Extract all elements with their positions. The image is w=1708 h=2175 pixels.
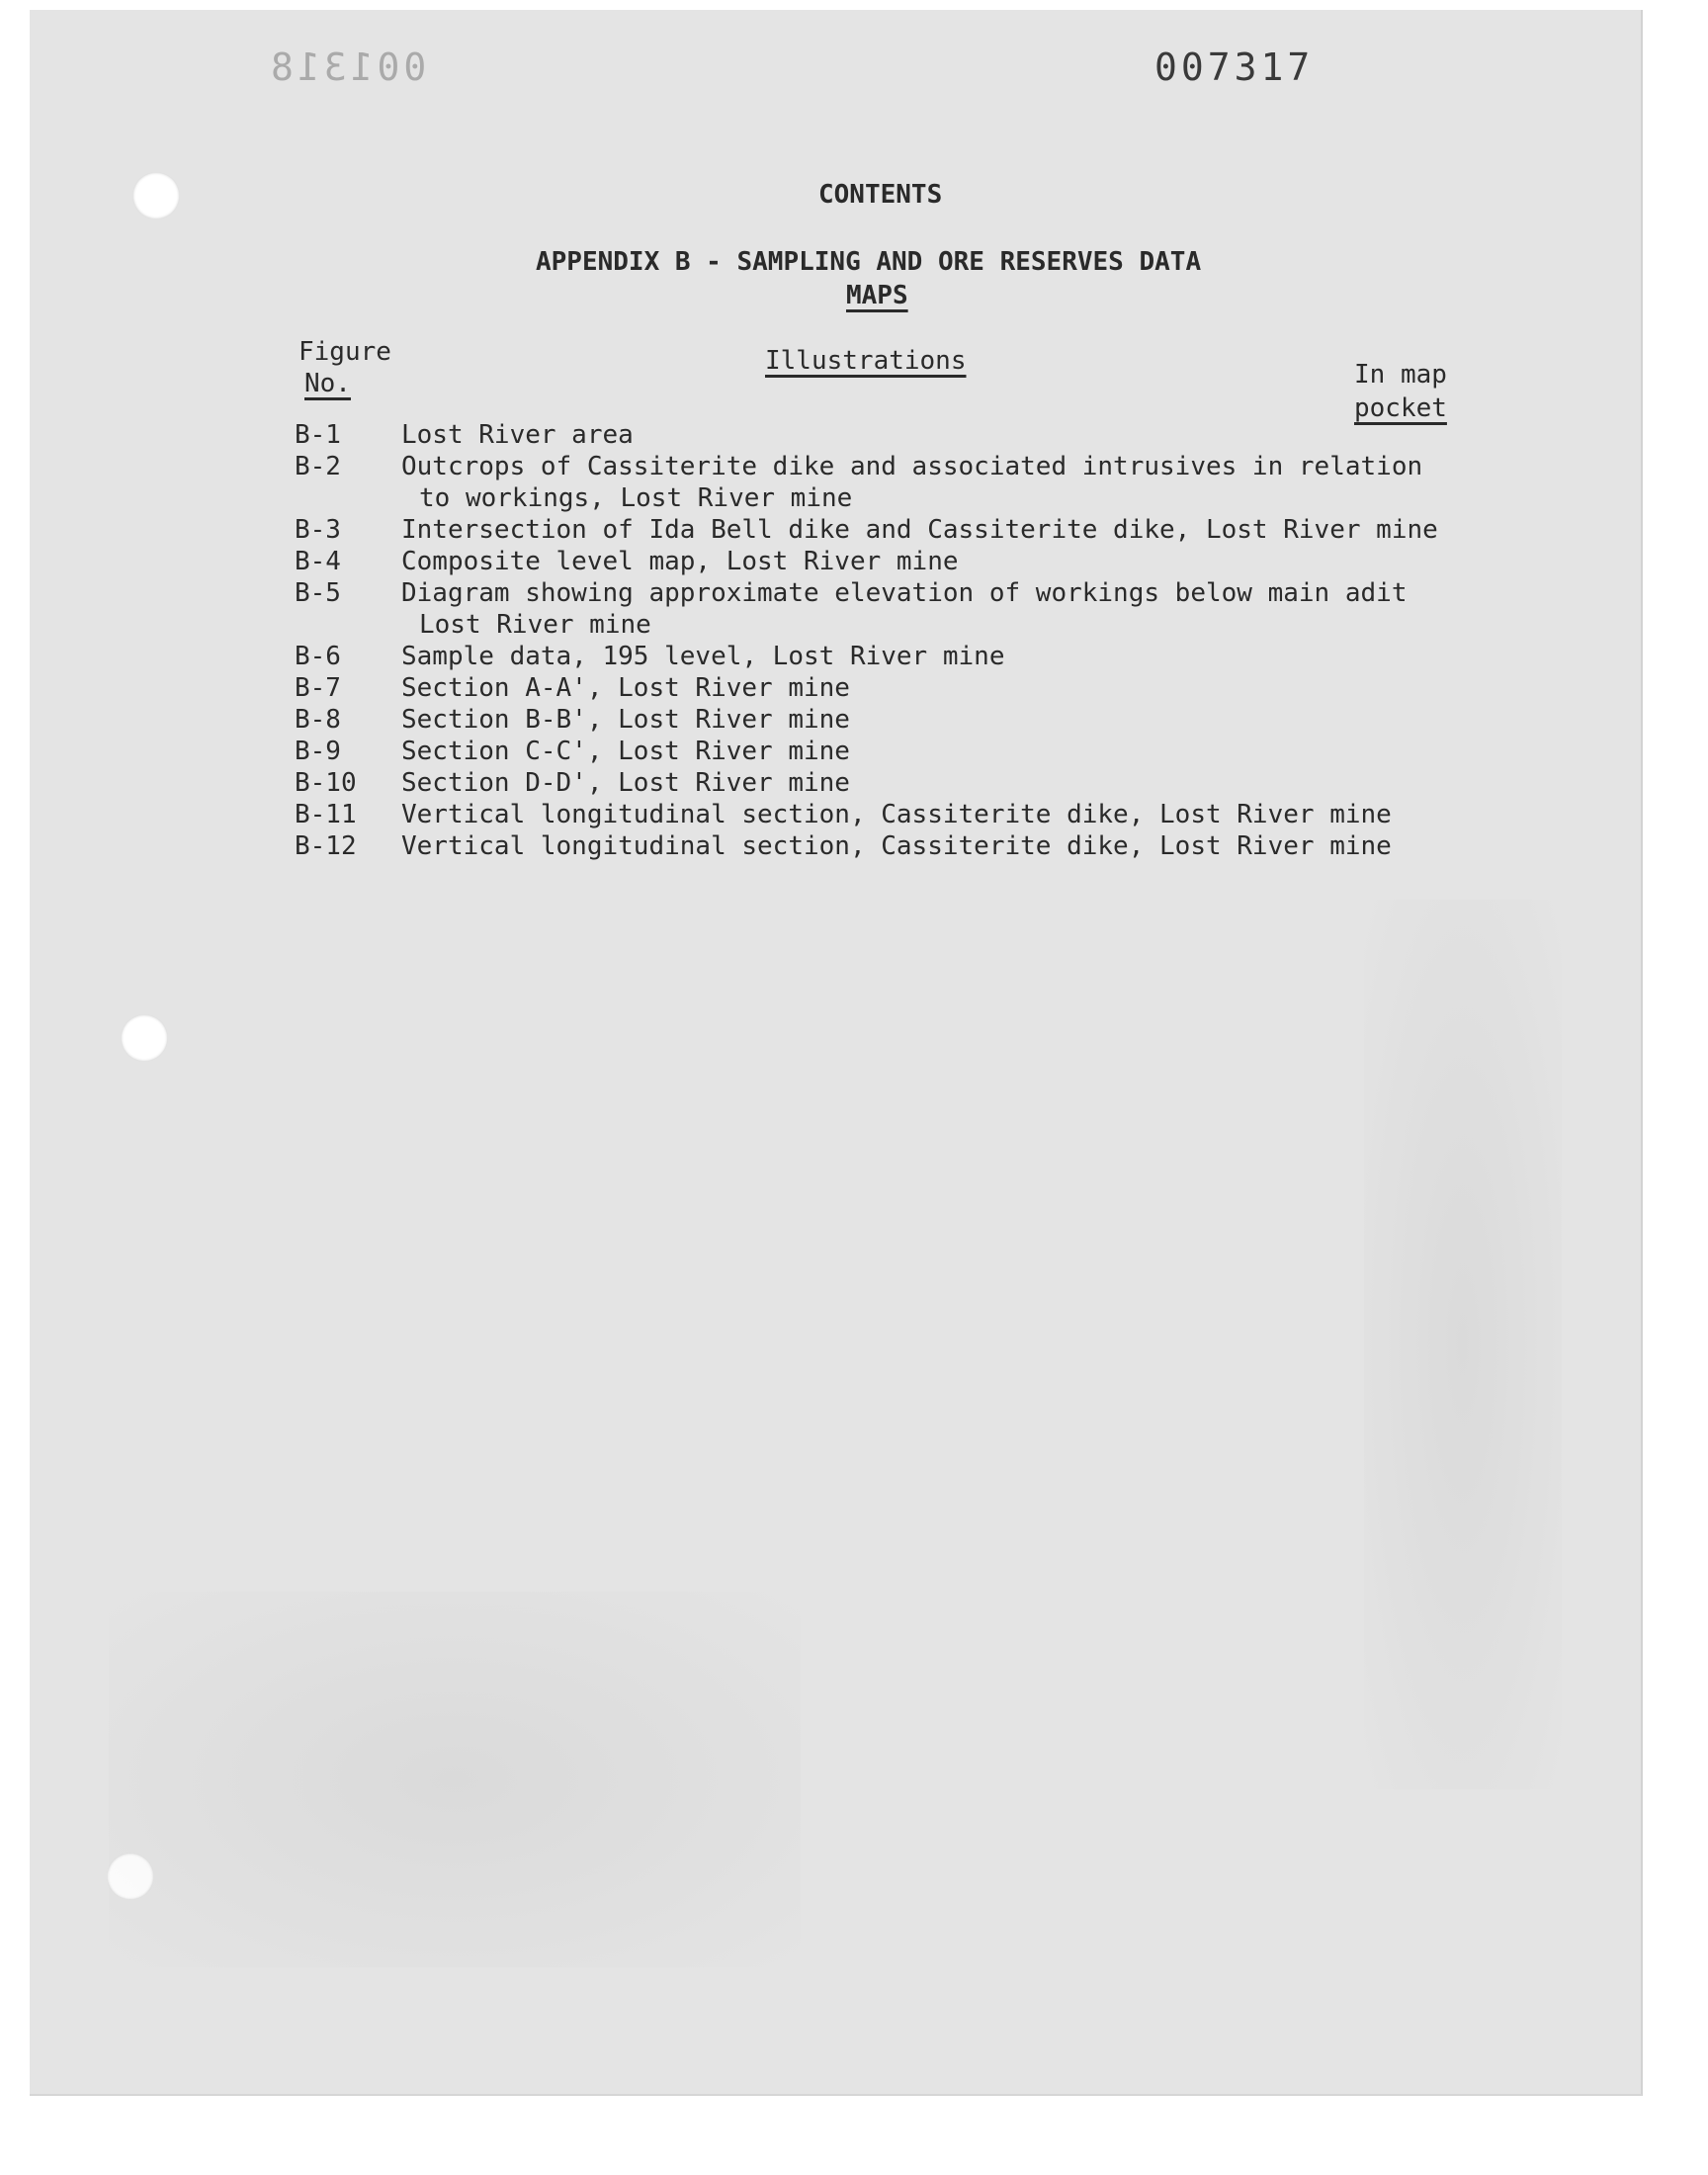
figure-title: Intersection of Ida Bell dike and Cassiterite dike, Lost River mine — [401, 515, 1438, 545]
contents-heading: CONTENTS — [818, 180, 943, 210]
list-item — [295, 767, 1530, 799]
figure-number: B-4 — [295, 547, 341, 576]
figure-title: Outcrops of Cassiterite dike and associated intrusives in relation to workings, Lost River mine — [401, 451, 1530, 514]
list-item — [295, 799, 1530, 830]
list-item — [295, 641, 1530, 672]
figure-number: B-1 — [295, 420, 341, 450]
figure-title: Sample data, 195 level, Lost River mine — [401, 642, 1005, 671]
list-item — [295, 704, 1530, 736]
figure-number: B-12 — [295, 831, 357, 861]
figure-label: Figure — [299, 337, 391, 367]
pocket-label-top: In map — [1354, 360, 1447, 390]
list-item — [295, 672, 1530, 704]
bleed-through-smudge — [1364, 900, 1562, 1789]
figure-number-column-header — [299, 336, 391, 399]
figure-title: Composite level map, Lost River mine — [401, 547, 959, 576]
punch-hole-top — [132, 172, 180, 219]
figure-number: B-10 — [295, 768, 357, 798]
figure-number: B-8 — [295, 705, 341, 735]
figure-title: Section B-B', Lost River mine — [401, 705, 850, 735]
number-label: No. — [304, 369, 351, 398]
list-item — [295, 546, 1530, 577]
figure-number: B-5 — [295, 578, 341, 608]
figure-title: Vertical longitudinal section, Cassiterite dike, Lost River mine — [401, 800, 1392, 829]
list-item — [295, 736, 1530, 767]
figure-title-continuation: Lost River mine — [419, 610, 651, 640]
figure-title: Section D-D', Lost River mine — [401, 768, 850, 798]
figure-number: B-11 — [295, 800, 357, 829]
list-item — [295, 451, 1530, 514]
illustrations-column-header: Illustrations — [765, 346, 967, 376]
figure-title: Section C-C', Lost River mine — [401, 737, 850, 766]
figure-number: B-7 — [295, 673, 341, 703]
figure-title: Section A-A', Lost River mine — [401, 673, 850, 703]
figure-title: Vertical longitudinal section, Cassiterite dike, Lost River mine — [401, 831, 1392, 861]
mirrored-document-number: 001318 — [267, 45, 427, 89]
pocket-label-bottom: pocket — [1354, 393, 1447, 423]
figure-number: B-6 — [295, 642, 341, 671]
figure-title: Diagram showing approximate elevation of workings below main adit Lost River mine — [401, 577, 1530, 641]
bleed-through-smudge — [109, 1592, 801, 1967]
list-item — [295, 577, 1530, 641]
punch-hole-middle — [121, 1014, 168, 1062]
list-item — [295, 419, 1530, 451]
figure-number: B-9 — [295, 737, 341, 766]
appendix-subheading: APPENDIX B - SAMPLING AND ORE RESERVES DATA — [536, 247, 1202, 277]
document-number: 007317 — [1154, 45, 1315, 89]
illustrations-list — [295, 419, 1530, 862]
figure-number: B-2 — [295, 452, 341, 481]
list-item — [295, 830, 1530, 862]
figure-number: B-3 — [295, 515, 341, 545]
map-pocket-column-header — [1354, 358, 1447, 425]
paper-sheet — [30, 10, 1643, 2096]
figure-title-continuation: to workings, Lost River mine — [419, 483, 853, 513]
list-item — [295, 514, 1530, 546]
figure-title: Lost River area — [401, 420, 634, 450]
maps-section-heading: MAPS — [846, 281, 908, 310]
